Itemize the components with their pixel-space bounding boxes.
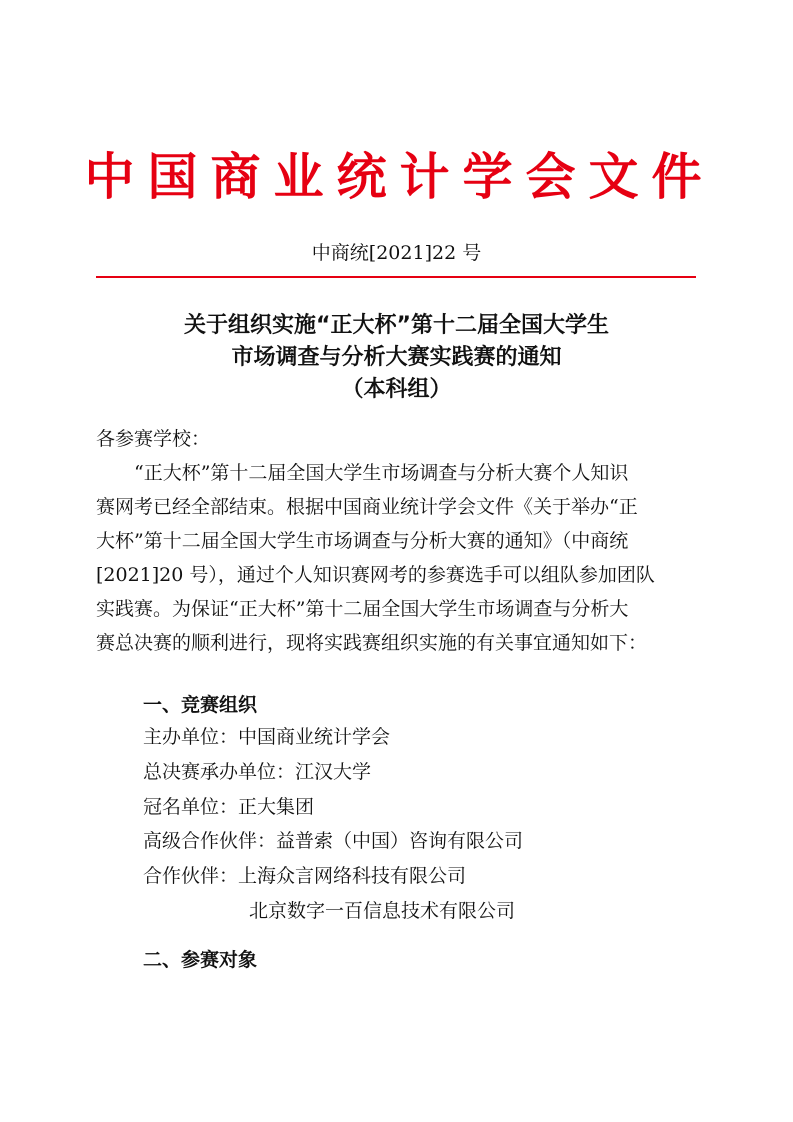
notice-title-line-2: 市场调查与分析大赛实践赛的通知 (231, 345, 562, 370)
paragraph-line: 大杯”第十二届全国大学生市场调查与分析大赛的通知》（中商统 (96, 530, 629, 552)
notice-title-line-1: 关于组织实施“正大杯”第十二届全国大学生 (184, 313, 609, 338)
partner-line: 合作伙伴：上海众言网络科技有限公司 (143, 865, 467, 887)
intro-paragraph (96, 456, 702, 660)
paragraph-line: 实践赛。为保证“正大杯”第十二届全国大学生市场调查与分析大 (96, 598, 629, 620)
partner-line-continued: 北京数字一百信息技术有限公司 (249, 900, 516, 922)
section-heading-participants: 二、参赛对象 (143, 949, 258, 971)
notice-title-line-3: （本科组） (341, 377, 452, 402)
paragraph-line: 赛总决赛的顺利进行，现将实践赛组织实施的有关事宜通知如下： (96, 632, 648, 654)
document-header-title: 中国商业统计学会文件 (84, 148, 715, 206)
senior-partner-line: 高级合作伙伴：益普索（中国）咨询有限公司 (143, 830, 524, 852)
organizer-line: 主办单位：中国商业统计学会 (143, 726, 391, 748)
paragraph-line: 赛网考已经全部结束。根据中国商业统计学会文件《关于举办“正 (96, 496, 638, 518)
document-number: 中商统[2021]22 号 (311, 242, 482, 264)
host-line: 总决赛承办单位：江汉大学 (143, 761, 372, 783)
header-divider (96, 276, 696, 278)
paragraph-line: “正大杯”第十二届全国大学生市场调查与分析大赛个人知识 (134, 462, 629, 484)
section-heading-organization: 一、竞赛组织 (143, 694, 258, 716)
title-sponsor-line: 冠名单位：正大集团 (143, 796, 315, 818)
paragraph-line: [2021]20 号），通过个人知识赛网考的参赛选手可以组队参加团队 (96, 564, 655, 586)
salutation: 各参赛学校： (96, 428, 211, 450)
